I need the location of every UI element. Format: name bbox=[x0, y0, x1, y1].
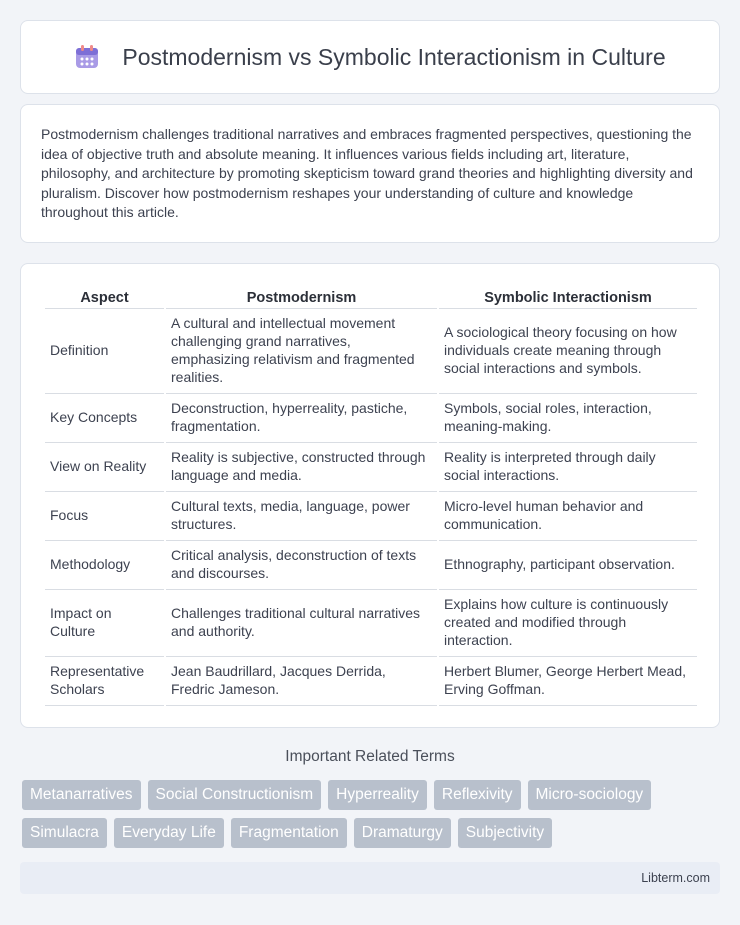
intro-paragraph: Postmodernism challenges traditional narratives and embraces fragmented perspectives, questioning the idea of objective truth and absolute meaning. It influences various fields including art, literature, philosophy, and architecture by promoting skepticism toward grand theories and highlighting diversity and pluralism. Discover how postmodernism reshapes your understanding of culture and knowledge throughout this article. bbox=[41, 126, 693, 221]
symbolic-interactionism-cell: Ethnography, participant observation. bbox=[439, 541, 697, 590]
table-row bbox=[45, 657, 697, 706]
symbolic-interactionism-cell: Herbert Blumer, George Herbert Mead, Erving Goffman. bbox=[439, 657, 697, 706]
aspect-cell: Impact on Culture bbox=[45, 590, 164, 657]
symbolic-interactionism-cell: Micro-level human behavior and communication. bbox=[439, 492, 697, 541]
column-header-postmodernism: Postmodernism bbox=[166, 282, 437, 309]
table-header-row bbox=[45, 282, 697, 309]
postmodernism-cell: Challenges traditional cultural narratives and authority. bbox=[166, 590, 437, 657]
footer-site-link[interactable]: Libterm.com bbox=[641, 871, 710, 885]
tag-social-constructionism[interactable]: Social Constructionism bbox=[148, 780, 322, 810]
symbolic-interactionism-cell: Explains how culture is continuously created and modified through interaction. bbox=[439, 590, 697, 657]
tag-row bbox=[22, 780, 722, 810]
postmodernism-cell: A cultural and intellectual movement challenging grand narratives, emphasizing relativism and fragmented realities. bbox=[166, 309, 437, 394]
tag-dramaturgy[interactable]: Dramaturgy bbox=[354, 818, 451, 848]
tag-hyperreality[interactable]: Hyperreality bbox=[328, 780, 427, 810]
tag-reflexivity[interactable]: Reflexivity bbox=[434, 780, 521, 810]
aspect-cell: Methodology bbox=[45, 541, 164, 590]
table-row bbox=[45, 492, 697, 541]
table-row bbox=[45, 394, 697, 443]
related-terms-heading: Important Related Terms bbox=[285, 748, 455, 765]
symbolic-interactionism-cell: Reality is interpreted through daily social interactions. bbox=[439, 443, 697, 492]
tag-row bbox=[22, 818, 722, 848]
footer bbox=[20, 862, 720, 894]
aspect-cell: Representative Scholars bbox=[45, 657, 164, 706]
table-row bbox=[45, 541, 697, 590]
postmodernism-cell: Critical analysis, deconstruction of texts and discourses. bbox=[166, 541, 437, 590]
table-row bbox=[45, 590, 697, 657]
postmodernism-cell: Cultural texts, media, language, power structures. bbox=[166, 492, 437, 541]
table-row bbox=[45, 309, 697, 394]
aspect-cell: Definition bbox=[45, 309, 164, 394]
comparison-table bbox=[43, 282, 699, 706]
aspect-cell: Focus bbox=[45, 492, 164, 541]
tag-metanarratives[interactable]: Metanarratives bbox=[22, 780, 141, 810]
tag-simulacra[interactable]: Simulacra bbox=[22, 818, 107, 848]
tag-everyday-life[interactable]: Everyday Life bbox=[114, 818, 224, 848]
title-wrap bbox=[74, 44, 665, 71]
page-title: Postmodernism vs Symbolic Interactionism in Culture bbox=[122, 43, 666, 70]
tag-fragmentation[interactable]: Fragmentation bbox=[231, 818, 347, 848]
comparison-card bbox=[20, 263, 720, 728]
column-header-symbolic-interactionism: Symbolic Interactionism bbox=[439, 282, 697, 309]
header-card bbox=[20, 20, 720, 94]
tag-subjectivity[interactable]: Subjectivity bbox=[458, 818, 552, 848]
table-row bbox=[45, 443, 697, 492]
symbolic-interactionism-cell: Symbols, social roles, interaction, meaning-making. bbox=[439, 394, 697, 443]
symbolic-interactionism-cell: A sociological theory focusing on how individuals create meaning through social interactions and symbols. bbox=[439, 309, 697, 394]
postmodernism-cell: Deconstruction, hyperreality, pastiche, fragmentation. bbox=[166, 394, 437, 443]
postmodernism-cell: Jean Baudrillard, Jacques Derrida, Fredric Jameson. bbox=[166, 657, 437, 706]
tag-micro-sociology[interactable]: Micro-sociology bbox=[528, 780, 652, 810]
postmodernism-cell: Reality is subjective, constructed through language and media. bbox=[166, 443, 437, 492]
aspect-cell: Key Concepts bbox=[45, 394, 164, 443]
intro-card bbox=[20, 104, 720, 243]
related-terms-tags bbox=[22, 780, 722, 856]
column-header-aspect: Aspect bbox=[45, 282, 164, 309]
calendar-icon bbox=[74, 44, 100, 70]
aspect-cell: View on Reality bbox=[45, 443, 164, 492]
